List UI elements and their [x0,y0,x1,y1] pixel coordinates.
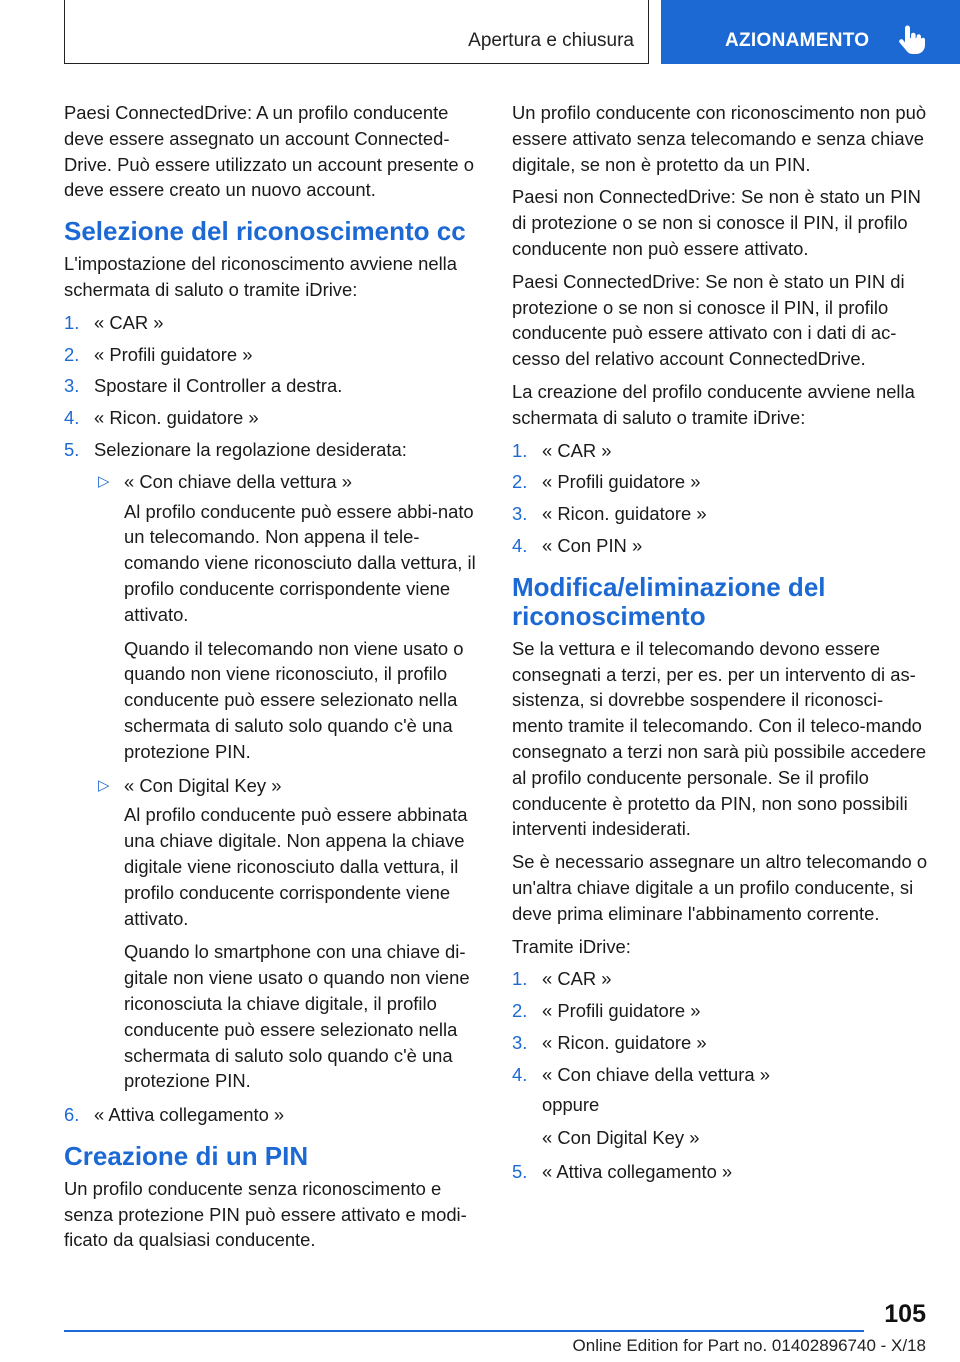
list-item [512,501,930,527]
step-text: « Attiva collegamento » [94,1104,285,1126]
heading-selezione: Selezione del riconoscimento cc [64,216,466,247]
paragraph: Tramite iDrive: [512,935,631,957]
step-text: « Con chiave della vettura » [542,1063,770,1085]
chapter-tab [661,0,960,64]
footer-edition-text: Online Edition for Part no. 01402896740 - X/18 [572,1336,926,1355]
creazione-steps [512,438,930,559]
list-item [512,1030,930,1056]
paragraph: Paesi non ConnectedDrive: Se non è stato un PIN di protezione o se non si conosce il PIN, il profilo conducente non può essere attivato. [512,186,921,259]
step-text: « CAR » [542,439,612,461]
sub-option-chiave [94,469,480,765]
sub-option-title: « Con chiave della vettura » [124,470,352,492]
footer-divider [64,1330,864,1332]
step-text: « Ricon. guidatore » [94,407,259,429]
list-item [512,533,930,559]
sub-option-title: « Con Digital Key » [124,774,282,796]
section-title: Apertura e chiusura [468,30,634,51]
intro-paragraph: Paesi ConnectedDrive: A un profilo conducente deve essere assegnato un account Connected-Drive. Può essere utilizzato un account presente o deve essere creato un nuovo account. [64,102,474,201]
step-alternative-word: oppure [542,1093,600,1115]
step-text: « Profili guidatore » [542,1000,701,1022]
paragraph: Paesi ConnectedDrive: Se non è stato un PIN di protezione o se non si conosce il PIN, il profilo conducente può essere attivato con i dati di ac-cesso del relativo account ConnectedDrive. [512,270,905,370]
heading-pin: Creazione di un PIN [64,1140,309,1171]
step-text: Spostare il Controller a destra. [94,375,343,397]
step-text: « Ricon. guidatore » [542,503,707,525]
list-item [64,373,480,399]
right-column [512,100,930,1193]
list-item [512,1159,930,1185]
list-item [512,998,930,1024]
step-number: 3. [512,1031,528,1053]
step-text: « Con PIN » [542,534,643,556]
step-text: « Attiva collegamento » [542,1161,733,1183]
step-number: 4. [64,407,80,429]
page-number: 105 [884,1300,926,1328]
selezione-steps [64,310,480,1128]
list-item [64,437,480,1094]
hand-pointer-icon [897,25,925,55]
step-text: « Profili guidatore » [542,471,701,493]
paragraph: Se la vettura e il telecomando devono essere consegnati a terzi, per es. per un intervento di as-sistenza, si dovrebbe sospendere il riconosci-mento tramite il telecomando. Con il teleco-mando consegnato a terzi non sarà più possibile accedere al profilo conducente personale. Se il profilo conducente è protetto da PIN, non sono possibili interventi indesiderati. [512,637,927,840]
step-number: 6. [64,1104,80,1126]
step-number: 1. [512,968,528,990]
left-column [64,100,480,1260]
step-number: 4. [512,534,528,556]
sub-option-paragraph: Al profilo conducente può essere abbi-nato un telecomando. Non appena il tele-comando viene riconosciuto dalla vettura, il profilo conducente corrispondente viene attivato. [124,500,476,625]
step-number: 4. [512,1063,528,1085]
step-number: 2. [512,471,528,493]
list-item [512,469,930,495]
modifica-steps [512,966,930,1185]
step-text: Selezionare la regolazione desiderata: [94,438,407,460]
heading-modifica: Modifica/eliminazione del riconoscimento [512,571,826,631]
paragraph: Se è necessario assegnare un altro telecomando o un'altra chiave digitale a un profilo conducente, si deve prima eliminare l'abbinamento corrente. [512,851,928,924]
header-section-box [64,0,649,64]
sub-option-paragraph: Quando lo smartphone con una chiave di-gitale non viene usato o quando non viene riconosciuta la chiave digitale, il profilo conducente può essere selezionato nella schermata di saluto solo quando c'è una protezione PIN. [124,941,470,1092]
triangle-bullet-icon: ▷ [98,472,110,490]
list-item [64,405,480,431]
triangle-bullet-icon: ▷ [98,776,110,794]
step-text: « CAR » [542,968,612,990]
list-item [64,1102,480,1128]
step-number: 1. [64,311,80,333]
list-item [512,438,930,464]
step-number: 1. [512,439,528,461]
step-text: « CAR » [94,311,164,333]
step-text: « Ricon. guidatore » [542,1031,707,1053]
step-text: « Profili guidatore » [94,343,253,365]
list-item [64,310,480,336]
pin-paragraph: Un profilo conducente senza riconoscimento e senza protezione PIN può essere attivato e modi-ficato da qualsiasi conducente. [64,1177,467,1251]
selezione-paragraph: L'impostazione del riconoscimento avviene nella schermata di saluto o tramite iDrive: [64,253,458,300]
list-item [512,1062,930,1151]
sub-options [94,469,480,1094]
step-number: 5. [64,438,80,460]
sub-option-paragraph: Quando il telecomando non viene usato o quando non viene riconosciuto, il profilo conducente può essere selezionato nella schermata di saluto solo quando c'è una protezione PIN. [124,637,464,762]
sub-option-paragraph: Al profilo conducente può essere abbinata una chiave digitale. Non appena la chiave digitale viene riconosciuto dalla vettura, il profilo conducente corrispondente viene attivato. [124,804,468,929]
step-number: 3. [512,503,528,525]
step-number: 2. [512,1000,528,1022]
paragraph: Un profilo conducente con riconoscimento non può essere attivato senza telecomando e senza chiave digitale, se non è protetto da un PIN. [512,102,927,175]
step-alternative-option: « Con Digital Key » [542,1127,700,1149]
step-number: 5. [512,1161,528,1183]
list-item [512,966,930,992]
list-item [64,342,480,368]
sub-option-digital-key [94,773,480,1095]
paragraph: La creazione del profilo conducente avviene nella schermata di saluto o tramite iDrive: [512,380,915,428]
step-number: 2. [64,343,80,365]
chapter-tab-label: AZIONAMENTO [725,30,870,51]
step-number: 3. [64,375,80,397]
